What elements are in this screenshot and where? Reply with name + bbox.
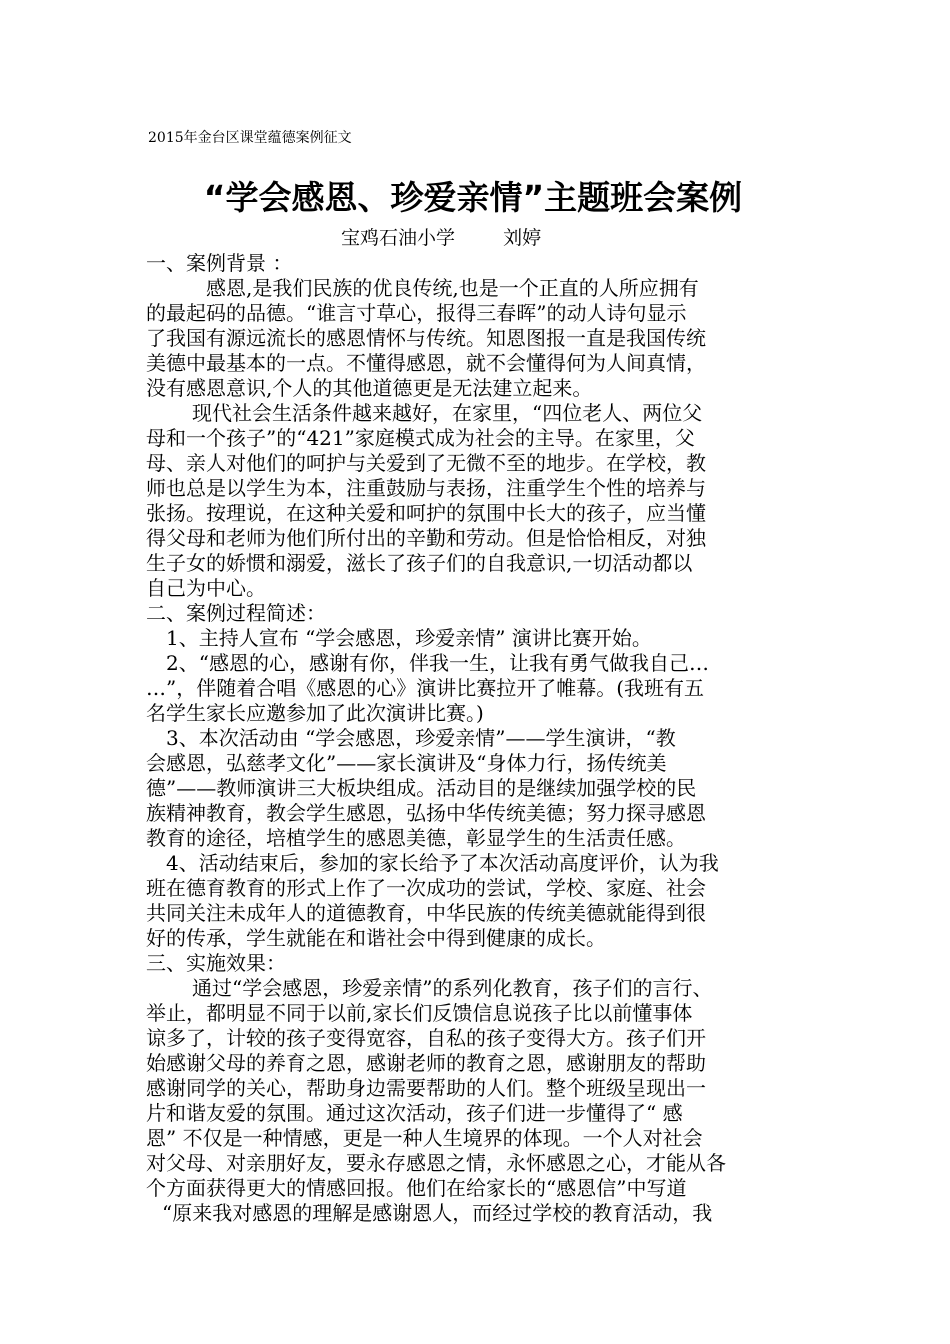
text-line: 生子女的娇惯和溺爱，滋长了孩子们的自我意识,一切活动都以 (146, 551, 693, 575)
text-line: …”，伴随着合唱《感恩的心》演讲比赛拉开了帷幕。(我班有五 (146, 676, 705, 700)
text-line: 感恩,是我们民族的优良传统,也是一个正直的人所应拥有 (206, 276, 699, 300)
text-line: 母、亲人对他们的呵护与关爱到了无微不至的地步。在学校，教 (146, 451, 706, 475)
text-line: 1、主持人宣布 “学会感恩，珍爱亲情” 演讲比赛开始。 (166, 626, 652, 650)
text-line: 恩” 不仅是一种情感，更是一种人生境界的体现。一个人对社会 (146, 1126, 703, 1150)
text-line: 好的传承，学生就能在和谐社会中得到健康的成长。 (146, 926, 606, 950)
text-line: 族精神教育，教会学生感恩，弘扬中华传统美德；努力探寻感恩 (146, 801, 706, 825)
text-line: 得父母和老师为他们所付出的辛勤和劳动。但是恰恰相反，对独 (146, 526, 706, 550)
text-line: 对父母、对亲朋好友，要永存感恩之情，永怀感恩之心，才能从各 (146, 1151, 726, 1175)
text-line: 现代社会生活条件越来越好，在家里，“四位老人、两位父 (192, 401, 703, 425)
text-line: 感谢同学的关心，帮助身边需要帮助的人们。整个班级呈现出一 (146, 1076, 706, 1100)
document-body (146, 251, 814, 1226)
school-name: 宝鸡石油小学 (341, 227, 456, 249)
text-line: 母和一个孩子”的“421”家庭模式成为社会的主导。在家里，父 (146, 426, 695, 450)
byline (341, 226, 541, 250)
header-note: 2015年金台区课堂蕴德案例征文 (148, 130, 352, 146)
text-line: 没有感恩意识,个人的其他道德更是无法建立起来。 (146, 376, 593, 400)
text-line: 美德中最基本的一点。不懂得感恩，就不会懂得何为人间真情， (146, 351, 706, 375)
text-line: 始感谢父母的养育之恩，感谢老师的教育之恩，感谢朋友的帮助 (146, 1051, 706, 1075)
text-line: 片和谐友爱的氛围。通过这次活动，孩子们进一步懂得了“ 感 (146, 1101, 683, 1125)
text-line: 4、活动结束后，参加的家长给予了本次活动高度评价，认为我 (166, 851, 719, 875)
page-title: “学会感恩、珍爱亲情”主题班会案例 (203, 178, 743, 217)
text-line: 个方面获得更大的情感回报。他们在给家长的“感恩信”中写道 (146, 1176, 687, 1200)
author-name: 刘婷 (503, 227, 542, 249)
text-line: 通过“学会感恩，珍爱亲情”的系列化教育，孩子们的言行、 (192, 976, 713, 1000)
section-heading: 二、案例过程简述： (146, 601, 326, 625)
text-line: 教育的途径，培植学生的感恩美德，彰显学生的生活责任感。 (146, 826, 686, 850)
text-line: 2、“感恩的心，感谢有你，伴我一生，让我有勇气做我自己… (166, 651, 709, 675)
text-line: 班在德育教育的形式上作了一次成功的尝试，学校、家庭、社会 (146, 876, 706, 900)
text-line: 了我国有源远流长的感恩情怀与传统。知恩图报一直是我国传统 (146, 326, 706, 350)
text-line: 自己为中心。 (146, 576, 266, 600)
text-line: 名学生家长应邀参加了此次演讲比赛。) (146, 701, 484, 725)
text-line: 共同关注未成年人的道德教育，中华民族的传统美德就能得到很 (146, 901, 706, 925)
text-line: 师也总是以学生为本，注重鼓励与表扬，注重学生个性的培养与 (146, 476, 706, 500)
section-heading: 三、实施效果： (146, 951, 286, 975)
text-line: 德”——教师演讲三大板块组成。活动目的是继续加强学校的民 (146, 776, 697, 800)
text-line: 会感恩，弘慈孝文化”——家长演讲及“身体力行，扬传统美 (146, 751, 667, 775)
text-line: 张扬。按理说，在这种关爱和呵护的氛围中长大的孩子，应当懂 (146, 501, 706, 525)
text-line: 举止，都明显不同于以前,家长们反馈信息说孩子比以前懂事体 (146, 1001, 693, 1025)
section-heading: 一、案例背景 ： (146, 251, 293, 275)
text-line: 3、本次活动由 “学会感恩，珍爱亲情”——学生演讲，“教 (166, 726, 676, 750)
text-line: 的最起码的品德。“谁言寸草心，报得三春晖”的动人诗句显示 (146, 301, 687, 325)
text-line: “原来我对感恩的理解是感谢恩人，而经过学校的教育活动，我 (162, 1201, 713, 1225)
text-line: 谅多了，计较的孩子变得宽容，自私的孩子变得大方。孩子们开 (146, 1026, 706, 1050)
